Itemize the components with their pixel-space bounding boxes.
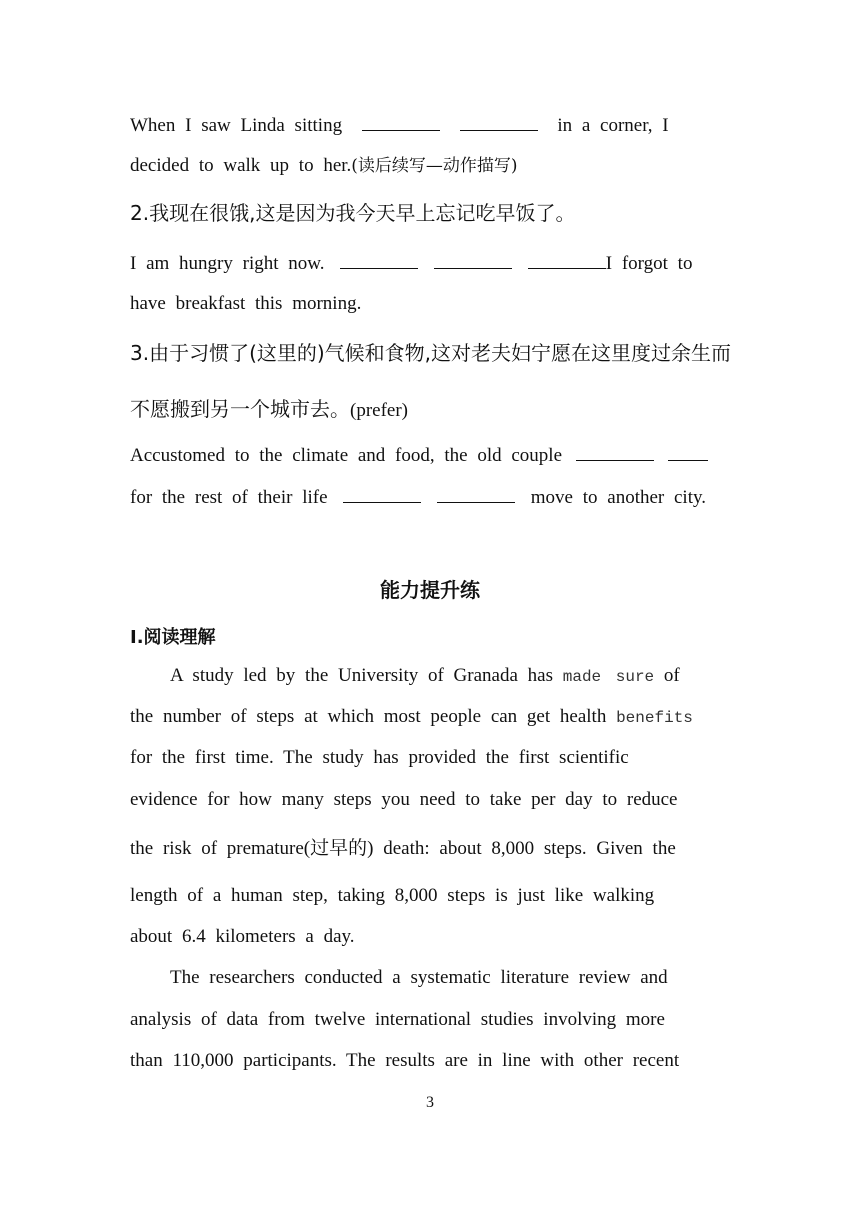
q1-sentence-line1 (130, 114, 730, 137)
passage-line (130, 706, 730, 729)
answer-blank[interactable] (437, 486, 515, 503)
passage-mono-text: benefits (616, 709, 693, 727)
q1-text: decided to walk up to her. (130, 155, 352, 176)
q3-prompt-text: 不愿搬到另一个城市去。 (130, 397, 350, 421)
answer-blank[interactable] (362, 114, 440, 131)
reading-section-label: Ⅰ.阅读理解 (130, 627, 216, 648)
q2-text: I forgot to (605, 253, 693, 274)
q3-text: for the rest of their life (130, 487, 328, 508)
answer-blank[interactable] (343, 486, 421, 503)
page-number: 3 (426, 1094, 434, 1111)
q2-prompt: 2.我现在很饿,这是因为我今天早上忘记吃早饭了。 (130, 201, 576, 225)
passage-line: than 110,000 participants. The results are in line with other recent (130, 1050, 680, 1071)
q3-prompt-hint: (prefer) (350, 400, 409, 421)
q2-sentence-line2: have breakfast this morning. (130, 293, 362, 314)
q2-sentence-line1 (130, 252, 730, 275)
q1-note: (读后续写—动作描写) (351, 156, 518, 176)
passage-text: of (663, 665, 680, 686)
answer-blank[interactable] (460, 114, 538, 131)
passage-text: A study led by the University of Granada has (170, 665, 553, 686)
q3-sentence-line2 (130, 486, 730, 509)
answer-blank[interactable] (576, 444, 654, 461)
passage-text: the number of steps at which most people can get health (130, 706, 607, 727)
q3-prompt-line1: 3.由于习惯了(这里的)气候和食物,这对老夫妇宁愿在这里度过余生而 (130, 341, 732, 365)
q3-sentence-line1 (130, 444, 730, 467)
answer-blank[interactable] (668, 444, 708, 461)
q3-prompt-line2 (130, 398, 730, 422)
passage-line: evidence for how many steps you need to take per day to reduce (130, 789, 678, 810)
passage-line: for the first time. The study has provided the first scientific (130, 747, 629, 768)
answer-blank[interactable] (434, 252, 512, 269)
q1-sentence-line2 (130, 155, 730, 177)
q2-text: I am hungry right now. (130, 253, 325, 274)
section-heading: 能力提升练 (380, 578, 480, 602)
passage-line (170, 665, 730, 688)
passage-line: The researchers conducted a systematic literature review and (170, 967, 668, 988)
passage-line (130, 837, 730, 860)
passage-line: about 6.4 kilometers a day. (130, 926, 355, 947)
q3-text: Accustomed to the climate and food, the old couple (130, 445, 563, 466)
passage-text: the risk of premature( (130, 838, 311, 859)
q1-text: When I saw Linda sitting (130, 115, 343, 136)
answer-blank[interactable] (528, 252, 606, 269)
passage-line: length of a human step, taking 8,000 steps is just like walking (130, 885, 655, 906)
q3-text: move to another city. (530, 487, 706, 508)
answer-blank[interactable] (340, 252, 418, 269)
passage-line: analysis of data from twelve international studies involving more (130, 1009, 665, 1030)
passage-text: ) death: about 8,000 steps. Given the (367, 838, 676, 859)
q1-text: in a corner, I (557, 115, 669, 136)
passage-cn-gloss: 过早的 (310, 837, 368, 859)
passage-mono-text: made sure (562, 668, 655, 686)
